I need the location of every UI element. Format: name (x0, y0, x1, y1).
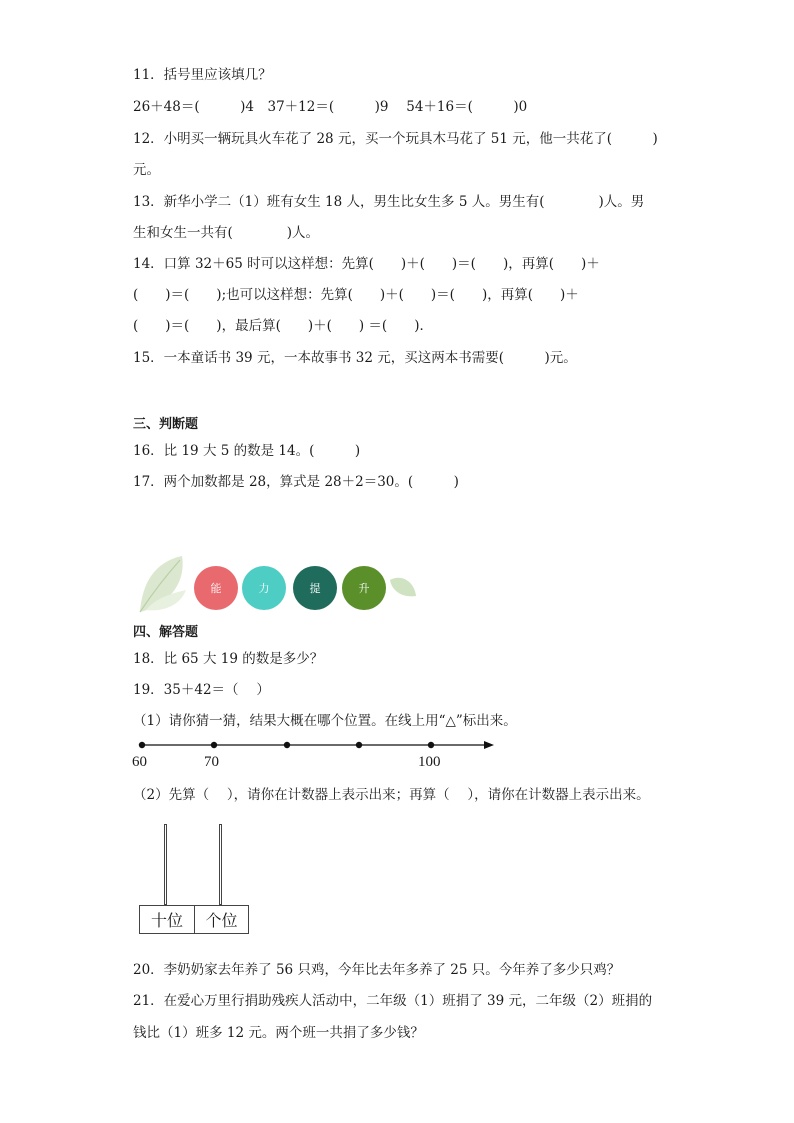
question-11-title: 11．括号里应该填几？ (133, 67, 272, 83)
abacus-counter (139, 824, 251, 936)
number-line-point (211, 742, 217, 748)
number-line-point (356, 742, 362, 748)
question-12-line-1: 12．小明买一辆玩具火车花了 28 元，买一个玩具木马花了 51 元，他一共花了( ) (133, 131, 658, 147)
question-16: 16．比 19 大 5 的数是 14。( ) (133, 443, 361, 459)
question-13-line-1: 13．新华小学二（1）班有女生 18 人，男生比女生多 5 人。男生有( )人。男 (133, 194, 645, 210)
number-line-axis (132, 734, 512, 756)
leaf-right-icon (388, 574, 418, 600)
question-19-part-2: （2）先算（ ），请你在计数器上表示出来；再算（ ），请你在计数器上表示出来。 (133, 787, 650, 803)
question-12-line-2: 元。 (133, 162, 160, 178)
abacus-tens-rod (164, 824, 167, 905)
question-19-part-1: （1）请你猜一猜，结果大概在哪个位置。在线上用“△”标出来。 (133, 713, 517, 729)
question-14-line-3: ( )＝( )，最后算( )＋( ) ＝( )． (133, 318, 433, 334)
question-21-line-2: 钱比（1）班多 12 元。两个班一共捐了多少钱？ (133, 1025, 424, 1041)
section-3-heading: 三、判断题 (133, 417, 199, 432)
banner-char-2: 力 (242, 566, 286, 610)
number-line-point (428, 742, 434, 748)
banner-char-4: 升 (342, 566, 386, 610)
abacus-ones-label: 个位 (194, 905, 249, 934)
question-14-line-1: 14．口算 32＋65 时可以这样想：先算( )＋( )＝( )，再算( )＋ (133, 256, 600, 272)
number-line-label-100: 100 (418, 754, 441, 770)
question-15: 15．一本童话书 39 元，一本故事书 32 元，买这两本书需要( )元。 (133, 350, 577, 366)
banner-char-1: 能 (194, 566, 238, 610)
ability-boost-banner (136, 552, 418, 614)
question-20: 20．李奶奶家去年养了 56 只鸡，今年比去年多养了 25 只。今年养了多少只鸡？ (133, 962, 621, 978)
question-19-title: 19．35＋42＝（ ） (133, 682, 270, 698)
question-21-line-1: 21．在爱心万里行捐助残疾人活动中，二年级（1）班捐了 39 元，二年级（2）班捐的 (133, 993, 653, 1009)
section-4-heading: 四、解答题 (133, 625, 199, 640)
number-line-point (284, 742, 290, 748)
banner-char-3: 提 (293, 566, 337, 610)
number-line-point (139, 742, 145, 748)
question-14-line-2: ( )＝( );也可以这样想：先算( )＋( )＝( )，再算( )＋ (133, 287, 579, 303)
question-17: 17．两个加数都是 28，算式是 28＋2＝30。( ) (133, 474, 459, 490)
question-18: 18．比 65 大 19 的数是多少？ (133, 651, 324, 667)
abacus-tens-label: 十位 (139, 905, 195, 934)
leaf-left-icon (136, 554, 196, 614)
number-line-label-70: 70 (204, 754, 219, 770)
question-11-equations: 26＋48＝( )4 37＋12＝( )9 54＋16＝( )0 (133, 99, 528, 115)
number-line (132, 734, 512, 774)
arrow-right-icon (484, 741, 494, 749)
question-13-line-2: 生和女生一共有( )人。 (133, 225, 320, 241)
number-line-label-60: 60 (132, 754, 147, 770)
abacus-ones-rod (219, 824, 222, 905)
